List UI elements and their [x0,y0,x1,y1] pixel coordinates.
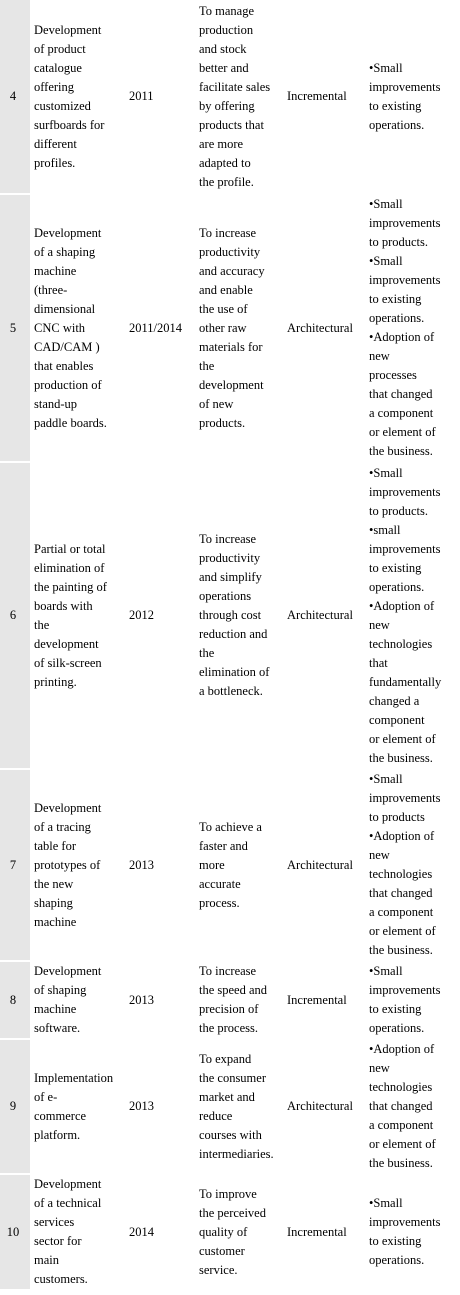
year-cell: 2014 [125,1175,193,1291]
objective-cell: To improve the perceived quality of customer service. [193,1175,283,1291]
row-number-cell: 4 [0,0,30,195]
impact-bullet: •Small improvements to products [369,772,441,824]
impact-cell [365,463,460,770]
impact-bullet: •Adoption of new technologies that changed a component or element of the business. [369,829,436,957]
impact-bullet: •Adoption of new technologies that fundamentally changed a component or element of the business. [369,598,442,765]
impact-cell [365,770,460,962]
table-row [0,463,460,770]
impact-bullet: •Small improvements to existing operations. [369,60,441,132]
row-number-cell: 9 [0,1040,30,1175]
innovation-type-cell: Incremental [283,962,365,1040]
objective-cell: To increase the speed and precision of the process. [193,962,283,1040]
objective-cell: To achieve a faster and more accurate process. [193,770,283,962]
impact-cell [365,195,460,463]
innovation-type-cell: Architectural [283,770,365,962]
row-number-cell: 5 [0,195,30,463]
table-row [0,195,460,463]
description-cell: Development of a shaping machine (three- dimensional CNC with CAD/CAM ) that enables production of stand-up paddle boards. [30,195,125,463]
objective-cell: To increase productivity and accuracy and enable the use of other raw materials for the development of new products. [193,195,283,463]
description-cell: Development of a tracing table for prototypes of the new shaping machine [30,770,125,962]
impact-bullet: •Adoption of new processes that changed a component or element of the business. [369,330,436,458]
innovation-type-cell: Architectural [283,1040,365,1175]
objective-cell: To expand the consumer market and reduce courses with intermediaries. [193,1040,283,1175]
year-cell: 2012 [125,463,193,770]
year-cell: 2013 [125,770,193,962]
year-cell: 2011 [125,0,193,195]
description-cell: Development of a technical services sector for main customers. [30,1175,125,1291]
objective-cell: To manage production and stock better and facilitate sales by offering products that are more adapted to the profile. [193,0,283,195]
objective-cell: To increase productivity and simplify operations through cost reduction and the elimination of a bottleneck. [193,463,283,770]
year-cell: 2013 [125,1040,193,1175]
innovation-type-cell: Architectural [283,463,365,770]
description-cell: Development of shaping machine software. [30,962,125,1040]
row-number-cell: 10 [0,1175,30,1291]
impact-bullet: •Small improvements to products. [369,465,441,518]
description-cell: Partial or total elimination of the painting of boards with the development of silk-screen printing. [30,463,125,770]
impact-cell [365,1175,460,1291]
impact-bullet: •small improvements to existing operations. [369,522,441,594]
impact-bullet: •Small improvements to existing operations. [369,1196,441,1267]
row-number-cell: 8 [0,962,30,1040]
table-row [0,1175,460,1291]
year-cell: 2013 [125,962,193,1040]
table-row [0,1040,460,1175]
innovation-type-cell: Incremental [283,0,365,195]
innovation-type-cell: Incremental [283,1175,365,1291]
impact-bullet: •Small improvements to existing operations. [369,964,441,1035]
row-number-cell: 7 [0,770,30,962]
table-row [0,962,460,1040]
impact-bullet: •Small improvements to existing operations. [369,254,441,325]
impact-cell [365,0,460,195]
impact-bullet: •Adoption of new technologies that changed a component or element of the business. [369,1042,436,1170]
row-number-cell: 6 [0,463,30,770]
impact-cell [365,1040,460,1175]
description-cell: Development of product catalogue offering customized surfboards for different profiles. [30,0,125,195]
impact-cell [365,962,460,1040]
innovation-type-cell: Architectural [283,195,365,463]
table-row [0,0,460,195]
description-cell: Implementation of e- commerce platform. [30,1040,125,1175]
year-cell: 2011/2014 [125,195,193,463]
table-row [0,770,460,962]
impact-bullet: •Small improvements to products. [369,197,441,249]
